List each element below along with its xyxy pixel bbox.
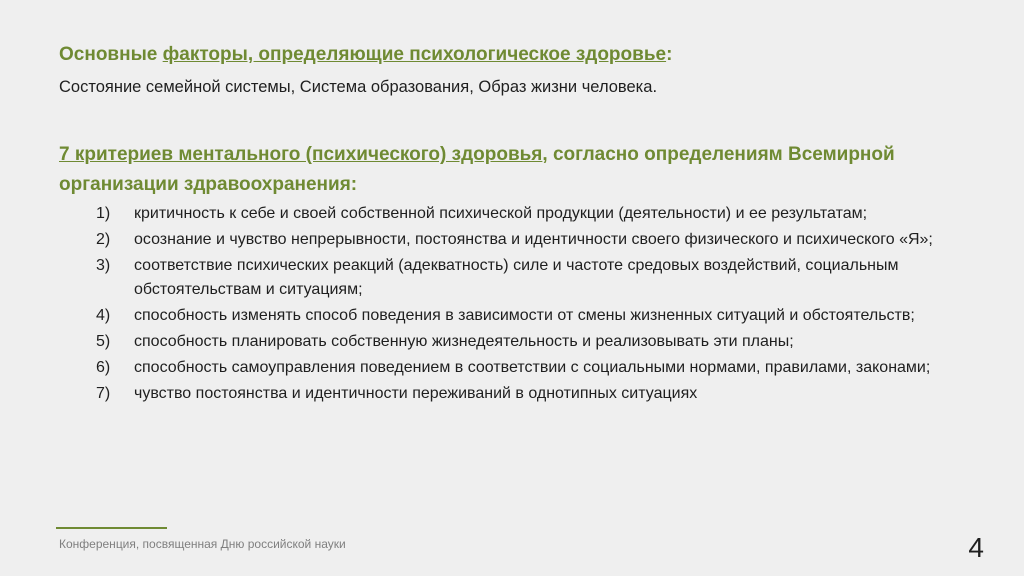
list-item-number: 1) [96,205,111,222]
list-item-text: способность самоуправления поведением в соответствии с социальными нормами, правилами, законами; [134,359,931,376]
factors-heading-colon: : [666,44,673,65]
list-item-text: способность планировать собственную жизнедеятельность и реализовывать эти планы; [134,333,794,350]
list-item [96,304,976,328]
list-item-text: чувство постоянства и идентичности переживаний в однотипных ситуациях [134,385,698,402]
list-item-text: способность изменять способ поведения в зависимости от смены жизненных ситуаций и обстоятельств; [134,307,915,324]
factors-heading [59,44,672,66]
criteria-heading [59,140,959,200]
factors-heading-underlined: факторы, определяющие психологическое здоровье [162,44,667,65]
criteria-heading-underlined: 7 критериев ментального (психического) здоровья [59,144,543,165]
list-item-number: 5) [96,333,111,350]
factors-text: Состояние семейной системы, Система образования, Образ жизни человека. [59,78,658,96]
list-item-text: критичность к себе и своей собственной психической продукции (деятельности) и ее результатам; [134,205,868,222]
footer-divider [56,527,167,529]
factors-heading-prefix: Основные [59,44,163,65]
criteria-list [96,202,976,408]
list-item-text: соответствие психических реакций (адекватность) силе и частоте средовых воздействий, социальным обстоятельствам и ситуациям; [134,257,899,298]
list-item-text: осознание и чувство непрерывности, постоянства и идентичности своего физического и психического «Я»; [134,231,933,248]
list-item [96,356,976,380]
list-item-number: 4) [96,307,111,324]
list-item-number: 6) [96,359,111,376]
list-item [96,330,976,354]
list-item [96,202,976,226]
footer-text: Конференция, посвященная Дню российской науки [59,537,346,551]
list-item-number: 7) [96,385,111,402]
criteria-heading-rest: , согласно определениям Всемирной организации здравоохранения: [59,144,895,195]
list-item [96,382,976,406]
list-item-number: 3) [96,257,111,274]
page-number: 4 [968,532,984,563]
list-item-number: 2) [96,231,111,248]
list-item [96,254,976,302]
list-item [96,228,976,252]
